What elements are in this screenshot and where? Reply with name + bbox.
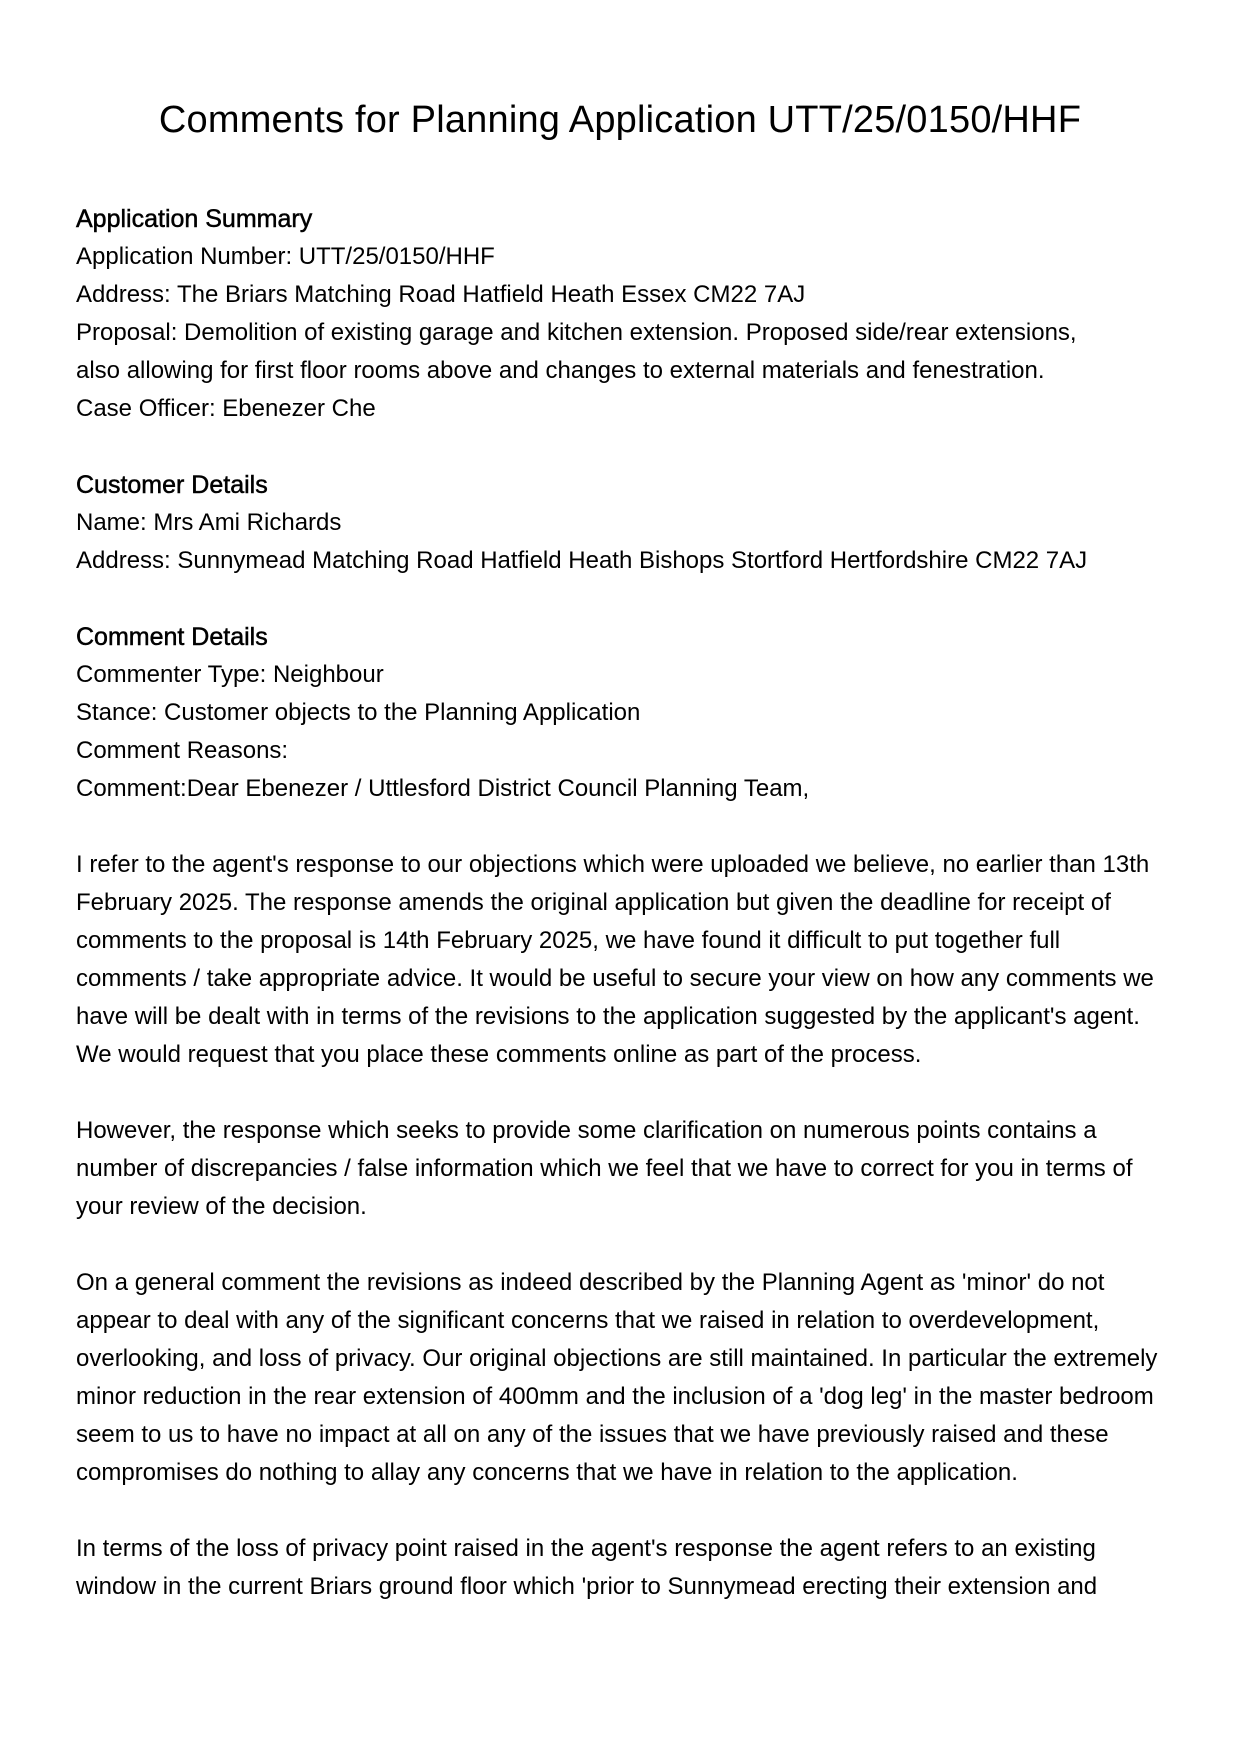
comment-reasons: Comment Reasons:	[76, 737, 289, 764]
proposal-line-2: also allowing for first floor rooms above and changes to external materials and fenestration.	[76, 357, 1045, 384]
comment-body	[76, 846, 1176, 1606]
comment-opening: Comment:Dear Ebenezer / Uttlesford District Council Planning Team,	[76, 775, 810, 802]
application-address: Address: The Briars Matching Road Hatfield Heath Essex CM22 7AJ	[76, 281, 806, 308]
document-content	[76, 200, 1176, 1644]
customer-details-section	[76, 466, 1176, 580]
customer-details-heading: Customer Details	[76, 471, 268, 499]
comment-paragraph: On a general comment the revisions as indeed described by the Planning Agent as 'minor' do not appear to deal with any of the significant concerns that we raised in relation to overdevelopment, overlooking, and loss of privacy. Our original objections are still maintained. In particular the extremely minor reduction in the rear extension of 400mm and the inclusion of a 'dog leg' in the master bedroom seem to us to have no impact at all on any of the issues that we have previously raised and these compromises do nothing to allay any concerns that we have in relation to the application.	[76, 1269, 1158, 1486]
proposal-line-1: Proposal: Demolition of existing garage and kitchen extension. Proposed side/rear extensions,	[76, 319, 1077, 346]
application-summary-section	[76, 200, 1176, 428]
comment-paragraph: However, the response which seeks to provide some clarification on numerous points contains a number of discrepancies / false information which we feel that we have to correct for you in terms of your review of the decision.	[76, 1117, 1133, 1220]
customer-address: Address: Sunnymead Matching Road Hatfield Heath Bishops Stortford Hertfordshire CM22 7AJ	[76, 547, 1088, 574]
section-spacer	[76, 808, 1176, 846]
application-summary-heading: Application Summary	[76, 205, 313, 233]
section-spacer	[76, 428, 1176, 466]
case-officer: Case Officer: Ebenezer Che	[76, 395, 376, 422]
stance: Stance: Customer objects to the Planning Application	[76, 699, 641, 726]
page-title: Comments for Planning Application UTT/25/0150/HHF	[158, 99, 1082, 141]
customer-name: Name: Mrs Ami Richards	[76, 509, 342, 536]
comment-details-section	[76, 618, 1176, 808]
comment-paragraph: In terms of the loss of privacy point raised in the agent's response the agent refers to an existing window in the current Briars ground floor which 'prior to Sunnymead erecting their extension and	[76, 1535, 1098, 1600]
commenter-type: Commenter Type: Neighbour	[76, 661, 384, 688]
application-number: Application Number: UTT/25/0150/HHF	[76, 243, 495, 270]
comment-details-heading: Comment Details	[76, 623, 268, 651]
section-spacer	[76, 580, 1176, 618]
comment-paragraph: I refer to the agent's response to our objections which were uploaded we believe, no earlier than 13th February 2025. The response amends the original application but given the deadline for receipt of comments to the proposal is 14th February 2025, we have found it difficult to put together full comments / take appropriate advice. It would be useful to secure your view on how any comments we have will be dealt with in terms of the revisions to the application suggested by the applicant's agent. We would request that you place these comments online as part of the process.	[76, 851, 1154, 1068]
